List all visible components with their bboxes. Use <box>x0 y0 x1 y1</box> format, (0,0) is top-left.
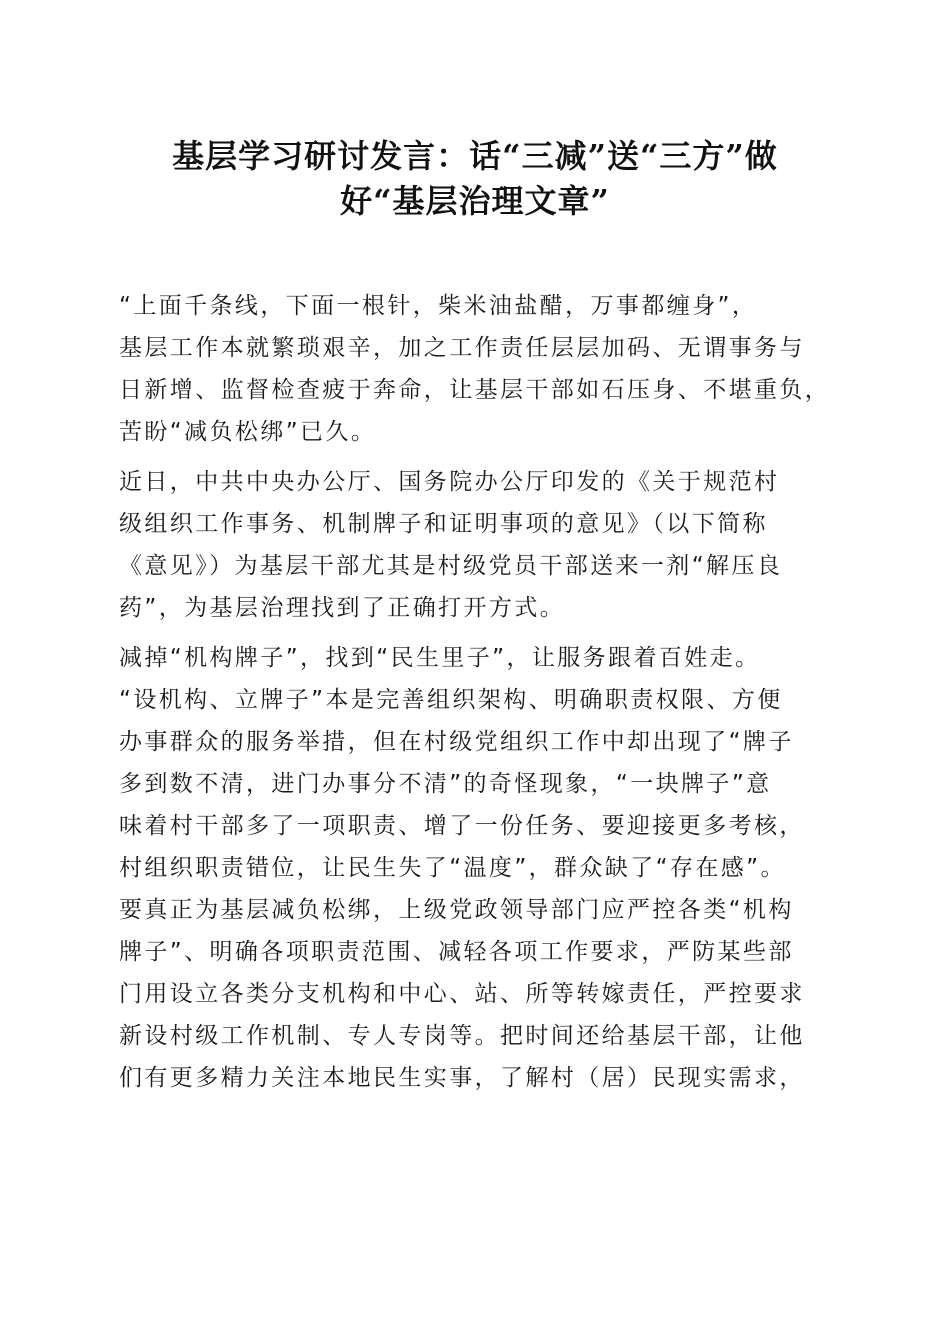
paragraph-1 <box>119 285 833 453</box>
text-line: 近日，中共中央办公厅、国务院办公厅印发的《关于规范村 <box>119 469 780 495</box>
text-line: 多到数不清，进门办事分不清”的奇怪现象，“一块牌子”意 <box>119 771 772 797</box>
document-title <box>100 134 850 224</box>
text-line: “上面千条线，下面一根针，柴米油盐醋，万事都缠身”， <box>119 293 758 319</box>
text-line: 苦盼“减负松绑”已久。 <box>119 419 377 445</box>
paragraph-3 <box>119 637 833 1099</box>
text-line: 日新增、监督检查疲于奔命，让基层干部如石压身、不堪重负， <box>119 377 831 403</box>
text-line: 要真正为基层减负松绑，上级党政领导部门应严控各类“机构 <box>119 897 794 923</box>
text-line: 牌子”、明确各项职责范围、减轻各项工作要求，严防某些部 <box>119 939 794 965</box>
text-line: 级组织工作事务、机制牌子和证明事项的意见》（以下简称 <box>119 511 768 537</box>
text-line: 新设村级工作机制、专人专岗等。把时间还给基层干部，让他 <box>119 1023 805 1049</box>
document-body <box>119 285 833 1099</box>
text-line: 办事群众的服务举措，但在村级党组织工作中却出现了“牌子 <box>119 729 794 755</box>
title-line-1: 基层学习研讨发言：话“三减”送“三方”做 <box>172 137 778 175</box>
text-line: 们有更多精力关注本地民生实事，了解村（居）民现实需求， <box>119 1065 805 1091</box>
text-line: 药”，为基层治理找到了正确打开方式。 <box>119 595 566 621</box>
text-line: 减掉“机构牌子”，找到“民生里子”，让服务跟着百姓走。 <box>119 645 761 671</box>
text-line: 《意见》）为基层干部尤其是村级党员干部送来一剂“解压良 <box>119 553 783 579</box>
text-line: 村组织职责错位，让民生失了“温度”，群众缺了“存在感”。 <box>119 855 786 881</box>
paragraph-2 <box>119 461 833 629</box>
text-line: 门用设立各类分支机构和中心、站、所等转嫁责任，严控要求 <box>119 981 805 1007</box>
text-line: 味着村干部多了一项职责、增了一份任务、要迎接更多考核， <box>119 813 805 839</box>
title-line-2: 好“基层治理文章” <box>340 182 610 220</box>
text-line: 基层工作本就繁琐艰辛，加之工作责任层层加码、无谓事务与 <box>119 335 805 361</box>
text-line: “设机构、立牌子”本是完善组织架构、明确职责权限、方便 <box>119 687 783 713</box>
